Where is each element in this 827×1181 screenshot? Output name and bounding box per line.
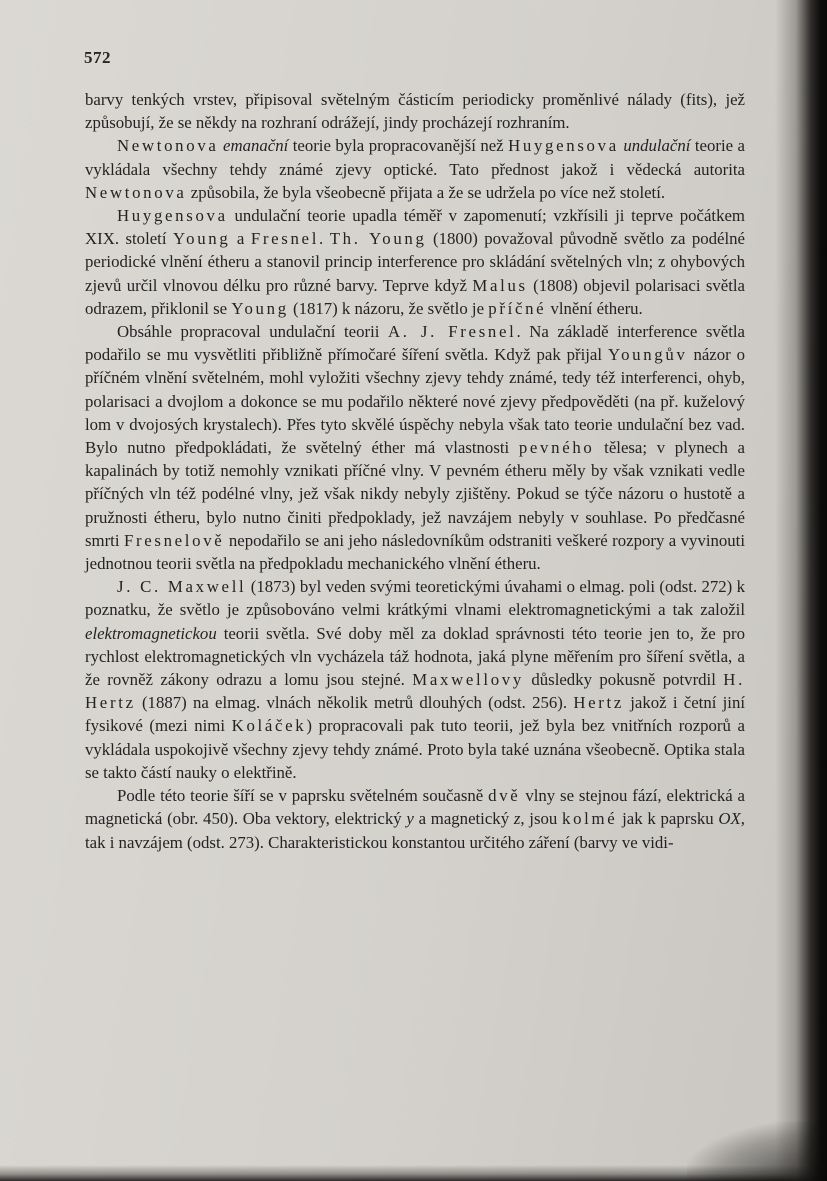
- text-run: y: [406, 809, 414, 829]
- text-run: Obsáhle propracoval undulační teorii: [117, 322, 388, 342]
- text-run: Huygensova: [508, 136, 619, 156]
- text-block: [85, 88, 745, 854]
- text-run: jak k paprsku: [617, 809, 719, 829]
- text-run: . Na základě interference světla podařilo se mu vysvětliti přibližně přímočaré šíření světla. Když pak přijal: [85, 322, 745, 365]
- text-run: Youngův: [607, 345, 688, 365]
- text-run: důsledky pokusně potvrdil: [523, 670, 724, 690]
- text-run: Hertz: [573, 693, 625, 713]
- text-run: a: [230, 229, 251, 249]
- text-run: (1800) považoval původně světlo za podélné periodické vlnění étheru a stanovil princip interference pro skládání světelných vln; z ohybových zjevů určil vlnovou délku pro různé barvy. Teprve když: [85, 229, 745, 295]
- text-run: Young: [231, 298, 289, 318]
- text-run: způsobila, že byla všeobecně přijata a že se udržela po více než století.: [186, 182, 666, 202]
- text-run: názor o příčném vlnění světelném, mohl vyložiti všechny zjevy tehdy známé, tedy též interferenci, ohyb, polarisaci a dvojlom a dokonce se mu podařilo některé nové zjevy předpověděti (na př. kuželový lom v dvojosých krystalech). Přes tyto skvělé úspěchy nebyla však tato teorie undulační bez vad. Bylo nutno předpokládati, že světelný éther má vlastnosti: [85, 345, 745, 458]
- paragraph: [85, 575, 745, 784]
- text-run: Maxwellovy: [412, 670, 524, 690]
- text-run: OX: [718, 809, 741, 829]
- text-run: teorii světla. Své doby měl za doklad správnosti této teorie jen to, že pro rychlost elektromagnetických vln vycházela táž hodnota, jaká plyne měřením pro šíření světla, a že rovněž zákony odrazu a lomu jsou stejné.: [85, 623, 745, 690]
- text-run: tělesa; v plynech a kapalinách by totiž nemohly vznikati příčné vlny. V pevném étheru měly by však vznikati vedle příčných vln též podélné vlny, jež však nikdy nebyly zjištěny. Pokud se týče názoru o hustotě a pružnosti étheru, bylo nutno činiti předpoklady, jež navzájem nebyly v souhlase. Po předčasné smrti: [85, 438, 746, 550]
- text-run: (1873) byl veden svými teoretickými úvahami o elmag. poli (odst. 272) k poznatku, že světlo je způsobováno velmi krátkými vlnami elektromagnetickými a tak založil: [85, 577, 745, 620]
- text-run: emanační: [223, 136, 289, 156]
- text-run: A. J. Fresnel: [387, 322, 517, 342]
- text-run: z: [513, 809, 521, 829]
- text-run: (1817) k názoru, že světlo je: [288, 298, 489, 318]
- text-run: , jsou: [520, 809, 563, 829]
- text-run: nepodařilo se ani jeho následovníkům odstraniti veškeré rozpory a vyvinouti jednotnou teorii světla na předpokladu mechanického vlnění étheru.: [85, 530, 745, 574]
- paragraph: [85, 88, 745, 134]
- text-run: barvy tenkých vrstev, připisoval světelným částicím periodicky proměnlivé nálady (fits), jež způsobují, že se někdy na rozhraní odrážejí, jindy procházejí rozhraním.: [85, 90, 745, 133]
- text-run: , tak i navzájem (odst. 273). Charakteristickou konstantou určitého záření (barvy ve vidi-: [85, 809, 745, 852]
- paragraph: [85, 784, 745, 854]
- text-run: a magnetický: [413, 809, 514, 829]
- text-run: Fresnelově: [123, 530, 225, 550]
- text-run: Young: [172, 229, 231, 249]
- text-run: undulační: [623, 136, 691, 156]
- text-run: pevného: [518, 438, 595, 458]
- paragraph: [85, 204, 745, 320]
- text-run: J. C. Maxwell: [117, 577, 247, 597]
- text-run: Newtonova: [117, 136, 219, 156]
- text-run: undulační teorie upadla téměř v zapomenutí; vzkřísili ji teprve počátkem XIX. století: [85, 206, 745, 249]
- text-run: dvě: [488, 786, 521, 806]
- text-run: ) propracovali pak tuto teorii, jež byla bez vnitřních rozporů a vykládala uspokojivě všechny zjevy tehdy známé. Proto byla také uznána všeobecně. Optika stala se takto částí nauky o elektřině.: [85, 716, 745, 782]
- text-run: vlny se stejnou fází, elektrická a magnetická (obr. 450). Oba vektory, elektrický: [85, 786, 745, 829]
- text-run: teorie byla propracovanější než: [288, 136, 509, 156]
- text-run: kolmé: [562, 809, 618, 829]
- text-run: Fresnel: [250, 229, 320, 249]
- page-corner-shadow: [687, 1121, 827, 1181]
- page-number: 572: [84, 48, 111, 67]
- text-run: vlnění étheru.: [546, 298, 643, 318]
- page-bottom-shadow: [0, 1165, 827, 1181]
- text-run: (1808) objevil polarisaci světla odrazem, přiklonil se: [85, 275, 746, 318]
- text-run: elektromagnetickou: [85, 623, 217, 643]
- text-run: příčné: [488, 298, 547, 318]
- text-run: Th. Young: [329, 229, 427, 249]
- text-run: .: [319, 229, 330, 249]
- book-spine-shadow: [775, 0, 827, 1181]
- text-run: H. Hertz: [85, 670, 745, 713]
- text-run: Malus: [472, 275, 528, 295]
- paragraph: [85, 320, 745, 575]
- text-run: (1887) na elmag. vlnách několik metrů dlouhých (odst. 256).: [135, 693, 574, 713]
- text-run: Newtonova: [85, 182, 187, 202]
- text-run: teorie a vykládala všechny tehdy známé zjevy optické. Tato přednost jakož i vědecká autorita: [85, 136, 745, 179]
- text-run: jakož i četní jiní fysikové (mezi nimi: [85, 693, 745, 736]
- text-run: Huygensova: [117, 206, 228, 226]
- text-run: Koláček: [231, 716, 307, 736]
- text-run: Podle této teorie šíří se v paprsku světelném současně: [117, 786, 489, 806]
- paragraph: [85, 134, 745, 204]
